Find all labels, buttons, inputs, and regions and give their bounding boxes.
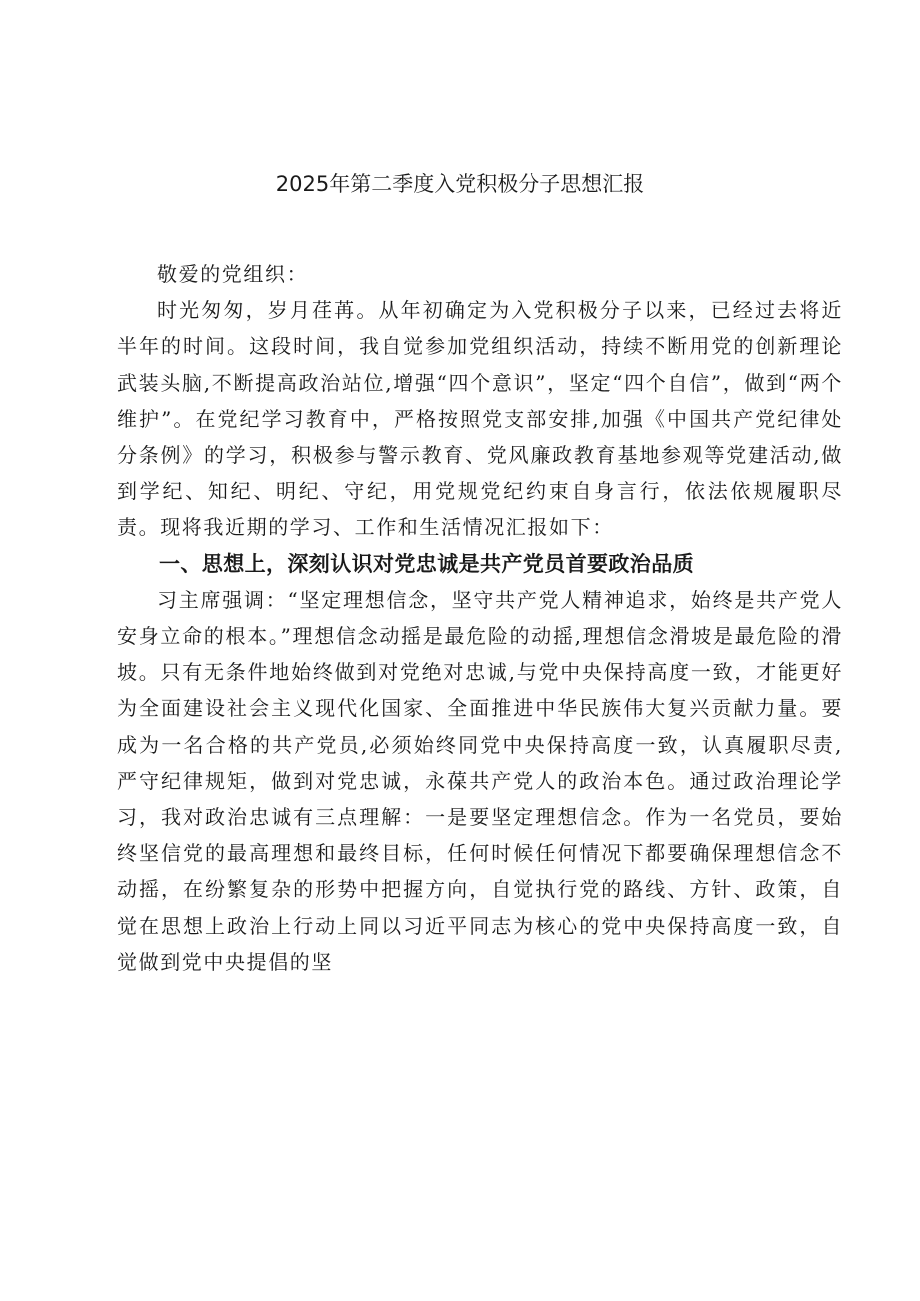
document-title: 2025年第二季度入党积极分子思想汇报 [275,172,645,196]
document-body [117,256,843,980]
intro-paragraph: 时光匆匆，岁月荏苒。从年初确定为入党积极分子以来，已经过去将近半年的时间。这段时间，我自觉参加党组织活动，持续不断用党的创新理论武装头脑,不断提高政治站位,增强“四个意识”，坚定“四个自信”，做到“两个维护”。在党纪学习教育中，严格按照党支部安排,加强《中国共产党纪律处分条例》的学习，积极参与警示教育、党风廉政教育基地参观等党建活动,做到学纪、知纪、明纪、守纪，用党规党纪约束自身言行，依法依规履职尽责。现将我近期的学习、工作和生活情况汇报如下： [117,298,843,540]
section-1-paragraph: 习主席强调：“坚定理想信念，坚守共产党人精神追求，始终是共产党人安身立命的根本。”理想信念动摇是最危险的动摇,理想信念滑坡是最危险的滑坡。只有无条件地始终做到对党绝对忠诚,与党中央保持高度一致，才能更好为全面建设社会主义现代化国家、全面推进中华民族伟大复兴贡献力量。要成为一名合格的共产党员,必须始终同党中央保持高度一致，认真履职尽责,严守纪律规矩，做到对党忠诚，永葆共产党人的政治本色。通过政治理论学习，我对政治忠诚有三点理解：一是要坚定理想信念。作为一名党员，要始终坚信党的最高理想和最终目标，任何时候任何情况下都要确保理想信念不动摇，在纷繁复杂的形势中把握方向，自觉执行党的路线、方针、政策，自觉在思想上政治上行动上同以习近平同志为核心的党中央保持高度一致，自觉做到党中央提倡的坚 [117,587,843,974]
salutation: 敬爱的党组织： [157,262,309,286]
section-1-heading: 一、思想上，深刻认识对党忠诚是共产党员首要政治品质 [159,551,694,576]
